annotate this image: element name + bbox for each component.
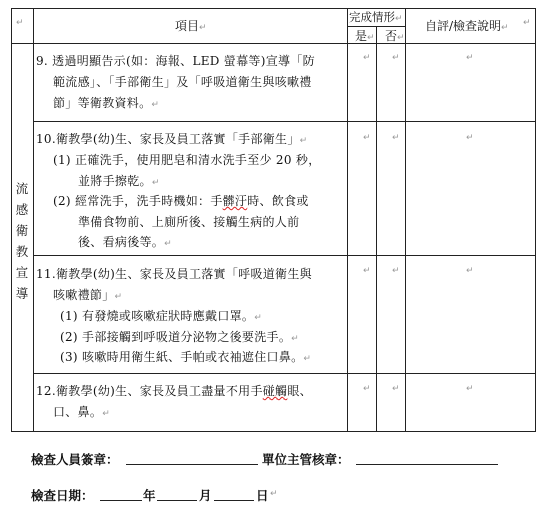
item-text-line: 9. 透過明顯告示(如：海報、LED 螢幕等)宣導「防: [36, 54, 315, 68]
header-bottom-line: [11, 43, 536, 44]
row-divider: [33, 121, 536, 122]
cell-mark: ↵: [363, 384, 371, 394]
supervisor-signature-label: 單位主管核章：: [262, 452, 350, 467]
cell-mark: ↵: [363, 266, 371, 276]
table-border-right: [535, 8, 536, 432]
item-text-line: (1) 有發燒或咳嗽症狀時應戴口罩。↵: [60, 309, 263, 323]
table-border-bottom: [11, 431, 536, 432]
yes-no-column-line: [376, 26, 377, 432]
item-text-line: 咳嗽禮節」↵: [53, 288, 123, 302]
category-column-line: [33, 8, 34, 432]
item-text-line: 範流感」、「手部衛生」及「呼吸道衛生與咳嗽禮: [53, 75, 312, 89]
month-field[interactable]: [157, 500, 197, 501]
cell-mark: ↵: [363, 133, 371, 143]
category-char: 感: [15, 202, 29, 217]
header-yes-label: 是↵: [355, 29, 375, 43]
header-remarks-label: 自評/檢查說明↵: [425, 19, 509, 33]
cell-mark: ↵: [466, 384, 474, 394]
header-item-label: 項目↵: [175, 19, 207, 33]
cell-mark: ↵: [523, 18, 531, 28]
item-text-line: (2) 經常洗手，洗手時機如：手髒汙時、飲食或: [53, 194, 309, 208]
inspection-date-label: 檢查日期：: [31, 488, 94, 503]
header-no-label: 否↵: [385, 29, 405, 43]
item-text-line: 準備食物前、上廁所後、接觸生病的人前: [78, 215, 300, 229]
cell-mark: ↵: [363, 53, 371, 63]
item-text-line: (2) 手部接觸到呼吸道分泌物之後要洗手。↵: [60, 330, 299, 344]
item-text-line: 12.衛教學(幼)生、家長及員工盡量不用手碰觸眼、: [36, 384, 312, 398]
item-text-line: 11.衛教學(幼)生、家長及員工落實「呼吸道衛生與: [36, 267, 312, 281]
cell-mark: ↵: [466, 266, 474, 276]
month-label: 月: [199, 488, 212, 503]
category-label: [11, 178, 33, 304]
category-char: 衛: [15, 223, 29, 238]
cell-mark: ↵: [392, 266, 400, 276]
category-char: 宣: [15, 265, 29, 280]
item-text-line: 10.衛教學(幼)生、家長及員工落實「手部衛生」↵: [36, 132, 308, 146]
year-field[interactable]: [100, 500, 142, 501]
item-text-line: (1) 正確洗手，使用肥皂和清水洗手至少 20 秒，: [53, 153, 321, 167]
day-label: 日: [256, 488, 269, 503]
inspector-signature-field[interactable]: [126, 464, 258, 465]
item-text-line: 節」等衛教資料。↵: [53, 96, 160, 110]
cell-mark: ↵: [466, 133, 474, 143]
cell-mark: ↵: [392, 384, 400, 394]
item-column-line: [347, 8, 348, 432]
item-text-line: 並將手擦乾。↵: [78, 174, 160, 188]
supervisor-signature-field[interactable]: [356, 464, 498, 465]
item-text-line: 後、看病後等。↵: [78, 235, 172, 249]
category-char: 導: [15, 286, 29, 301]
row-divider: [33, 255, 536, 256]
paragraph-mark: ↵: [270, 489, 278, 499]
remarks-column-line: [405, 8, 406, 432]
table-border-top: [11, 8, 536, 9]
cell-mark: ↵: [392, 53, 400, 63]
cell-mark: ↵: [16, 18, 24, 28]
year-label: 年: [143, 488, 156, 503]
header-completion-label: 完成情形↵: [349, 10, 403, 24]
item-text-line: 口、鼻。↵: [53, 405, 111, 419]
row-divider: [33, 373, 536, 374]
inspector-signature-label: 檢查人員簽章：: [31, 452, 119, 467]
cell-mark: ↵: [466, 53, 474, 63]
item-text-line: (3) 咳嗽時用衛生紙、手帕或衣袖遮住口鼻。↵: [60, 350, 312, 364]
day-field[interactable]: [214, 500, 254, 501]
category-char: 教: [15, 244, 29, 259]
category-char: 流: [15, 181, 29, 196]
cell-mark: ↵: [392, 133, 400, 143]
